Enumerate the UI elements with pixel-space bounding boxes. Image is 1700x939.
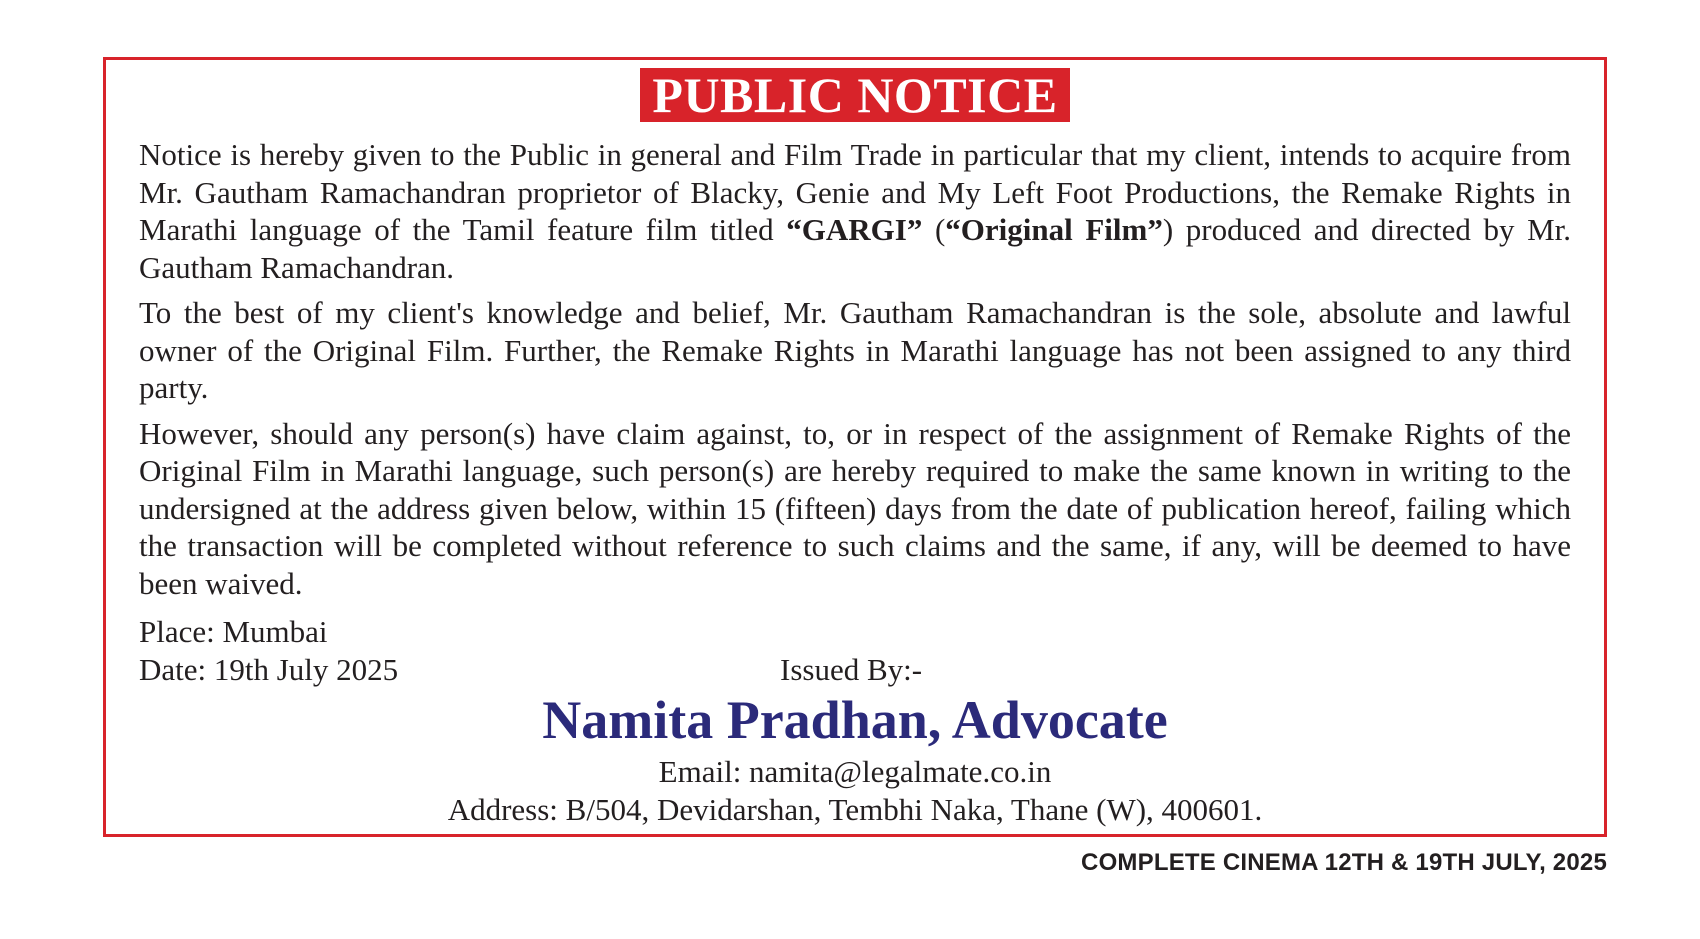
issued-by-label: Issued By:- (780, 652, 923, 687)
place-line: Place: Mumbai (139, 614, 328, 649)
para1-text-b: ( (922, 212, 946, 247)
para1-text-a: Notice is hereby given to the Public in general and Film Trade in particular that my client, intends to acquire from Mr. Gautham Ramachandran proprietor of Blacky, Genie and My Left Foot Productions, the Remake Rights in Marathi language of the Tamil feature film titled (139, 137, 1571, 247)
title-wrapper (106, 68, 1604, 122)
advocate-email: Email: namita@legalmate.co.in (658, 754, 1052, 789)
publication-footer: COMPLETE CINEMA 12TH & 19TH JULY, 2025 (1081, 849, 1607, 876)
notice-paragraph-2: To the best of my client's knowledge and belief, Mr. Gautham Ramachandran is the sole, absolute and lawful owner of the Original Film. Further, the Remake Rights in Marathi language has not been assigned to any third party. (139, 295, 1571, 405)
para1-text-c: ) produced and directed by Mr. Gautham Ramachandran. (139, 212, 1572, 285)
notice-paragraph-3: However, should any person(s) have claim against, to, or in respect of the assignment of Remake Rights of the Original Film in Marathi language, such person(s) are hereby required to make the same known in writing to the undersigned at the address given below, within 15 (fifteen) days from the date of publication hereof, failing which the transaction will be completed without reference to such claims and the same, if any, will be deemed to have been waived. (139, 415, 1571, 601)
date-line: Date: 19th July 2025 (139, 652, 399, 687)
notice-title: PUBLIC NOTICE (640, 68, 1069, 122)
public-notice-box (103, 57, 1607, 837)
notice-paragraph-1 (139, 136, 1571, 286)
notice-body (139, 136, 1571, 610)
film-title-gargi: “GARGI” (786, 212, 923, 247)
advocate-name: Namita Pradhan, Advocate (542, 690, 1168, 750)
advocate-address: Address: B/504, Devidarshan, Tembhi Naka, Thane (W), 400601. (447, 792, 1263, 827)
original-film-term: “Original Film” (945, 212, 1163, 247)
